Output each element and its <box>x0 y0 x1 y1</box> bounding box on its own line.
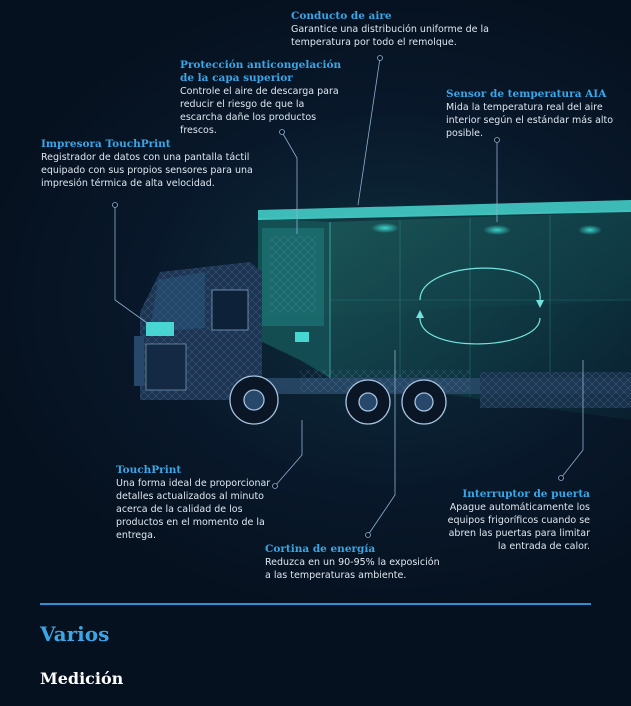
callout-text: Apague automáticamente los equipos frigoríficos cuando se abren las puertas para limitar la entrada de calor. <box>447 502 590 552</box>
callout-text: Una forma ideal de proporcionar detalles actualizados al minuto acerca de la calidad de los productos en el momento de la entrega. <box>116 478 271 541</box>
callout-text: Mida la temperatura real del aire interior según el estándar más alto posible. <box>446 102 614 139</box>
callout-text: Registrador de datos con una pantalla táctil equipado con sus propios sensores para una impresión térmica de alta velocidad. <box>41 152 253 189</box>
callout-title-line-2: de la capa superior <box>180 72 293 84</box>
callout-title: Interruptor de puerta <box>462 488 590 500</box>
callout-text: Garantice una distribución uniforme de la temperatura por todo el remolque. <box>291 24 489 48</box>
callout-title: Cortina de energía <box>265 543 376 555</box>
callout-text: Controle el aire de descarga para reducir el riesgo de que la escarcha dañe los productos frescos. <box>180 86 339 136</box>
callout-interruptor-de-puerta <box>440 488 590 553</box>
callout-title: Impresora TouchPrint <box>41 138 171 150</box>
callout-text: Reduzca en un 90-95% la exposición a las temperaturas ambiente. <box>265 557 440 581</box>
section-divider <box>40 603 591 605</box>
refrigeration-unit <box>262 228 324 342</box>
callout-impresora-touchprint <box>41 138 256 190</box>
callout-title-line-1: Protección anticongelación <box>180 59 342 71</box>
callout-title: Conducto de aire <box>291 10 392 22</box>
callout-title: TouchPrint <box>116 464 182 476</box>
callout-title: Sensor de temperatura AIA <box>446 88 607 100</box>
callout-cortina-de-energia <box>265 543 440 582</box>
section-heading-medicion: Medición <box>40 669 124 688</box>
section-heading-varios: Varios <box>40 622 110 646</box>
callout-sensor-temperatura <box>446 88 631 140</box>
callout-conducto-de-aire <box>291 10 491 49</box>
callout-proteccion-anticongelacion <box>180 59 345 137</box>
callout-touchprint <box>116 464 276 542</box>
